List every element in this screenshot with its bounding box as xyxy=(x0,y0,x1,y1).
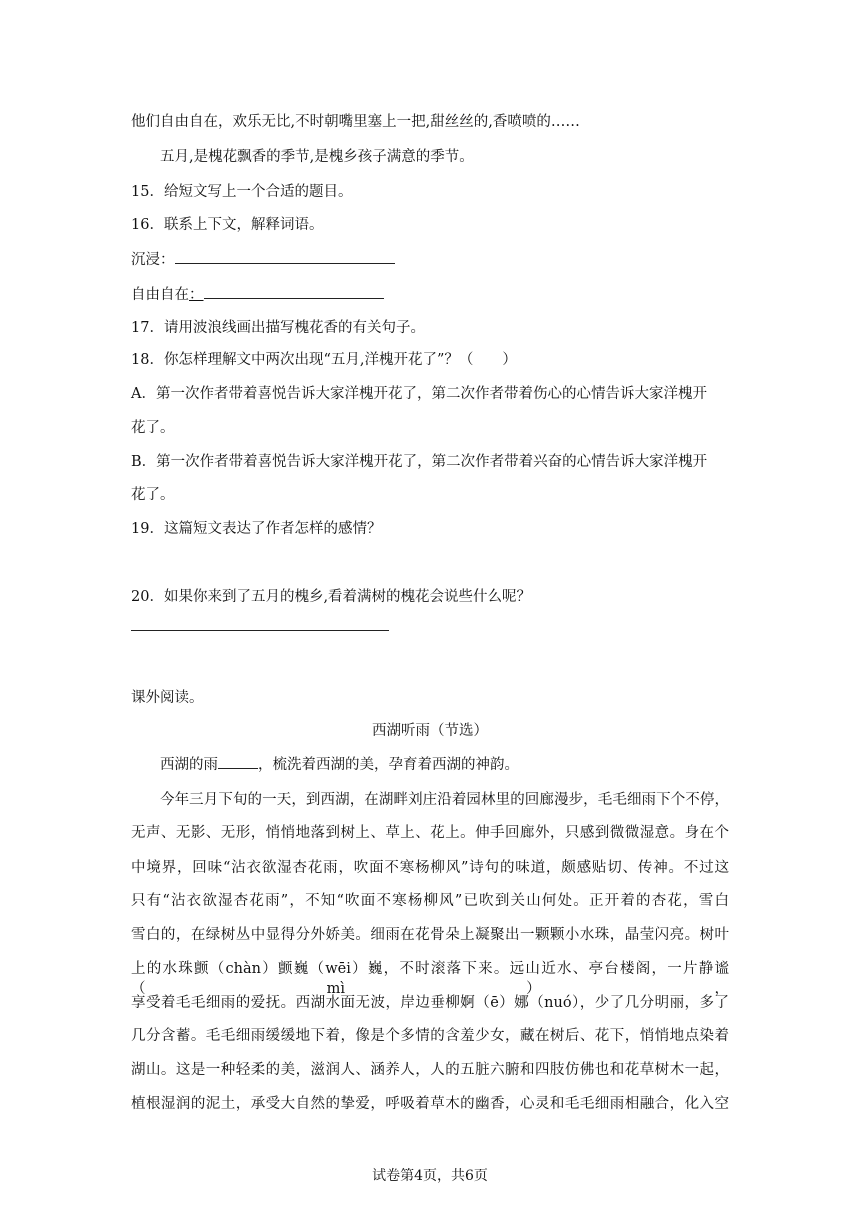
article-para2-line: 今年三月下旬的一天，到西湖，在湖畔刘庄沿着园林里的回廊漫步，毛毛细雨下个不停， xyxy=(160,792,729,808)
article-para2-line: 只有“沾衣欲湿杏花雨”，不知“吹面不寒杨柳风”已吹到关山何处。正开着的杏花，雪白 xyxy=(131,893,729,909)
section-heading: 课外阅读。 xyxy=(131,690,204,706)
article-para1 xyxy=(160,754,519,775)
q18-option-b-cont: 花了。 xyxy=(131,487,175,503)
page-footer: 试卷第4页，共6页 xyxy=(372,1168,488,1184)
passage-line: 五月,是槐花飘香的季节,是槐乡孩子满意的季节。 xyxy=(160,149,474,165)
q16-word2-answer-blank[interactable] xyxy=(204,284,384,299)
q20-answer-blank[interactable] xyxy=(131,616,389,637)
q16-word1-row xyxy=(131,249,395,270)
article-para2-line: 享受着毛毛细雨的爱抚。西湖水面无波，岸边垂柳婀（ē）娜（nuó），少了几分明丽，多了 xyxy=(131,995,729,1011)
question-16: 16．联系上下文，解释词语。 xyxy=(131,217,324,233)
q18-option-b[interactable]: B．第一次作者带着喜悦告诉大家洋槐开花了，第二次作者带着兴奋的心情告诉大家洋槐开 xyxy=(131,454,708,470)
question-17: 17．请用波浪线画出描写槐花香的有关句子。 xyxy=(131,320,425,336)
q18-option-a[interactable]: A．第一次作者带着喜悦告诉大家洋槐开花了，第二次作者带着伤心的心情告诉大家洋槐开 xyxy=(131,386,707,402)
para1-end: ，梳洗着西湖的美，孕育着西湖的神韵。 xyxy=(258,757,519,773)
article-title: 西湖听雨（节选） xyxy=(372,723,488,739)
question-19: 19．这篇短文表达了作者怎样的感情？ xyxy=(131,521,382,537)
q20-blank-line[interactable] xyxy=(131,616,389,631)
para1-start: 西湖的雨 xyxy=(160,757,218,773)
q18-option-a-cont: 花了。 xyxy=(131,420,175,436)
q16-word2-colon: ： xyxy=(189,287,204,303)
article-para2-line: 几分含蓄。毛毛细雨缓缓地下着，像是个多情的含羞少女，藏在树后、花下，悄悄地点染着 xyxy=(131,1028,729,1044)
question-15: 15．给短文写上一个合适的题目。 xyxy=(131,184,353,200)
article-para2-line: 雪白的，在绿树丛中显得分外娇美。细雨在花骨朵上凝聚出一颗颗小水珠，晶莹闪亮。树叶 xyxy=(131,927,729,943)
q16-word1-label: 沉浸： xyxy=(131,252,175,268)
question-18: 18．你怎样理解文中两次出现“五月,洋槐开花了”？（ ） xyxy=(131,352,517,368)
passage-line: 他们自由自在，欢乐无比,不时朝嘴里塞上一把,甜丝丝的,香喷喷的…… xyxy=(131,114,580,130)
article-para2-line: 植根湿润的泥土，承受大自然的挚爱，呼吸着草木的幽香，心灵和毛毛细雨相融合，化入空 xyxy=(131,1096,729,1112)
article-para2-line: 中境界，回味“沾衣欲湿杏花雨，吹面不寒杨柳风”诗句的味道，颇感贴切、传神。不过这 xyxy=(131,860,729,876)
para1-fill-blank[interactable] xyxy=(218,754,258,769)
q16-word2-label: 自由自在 xyxy=(131,287,189,303)
q16-word1-answer-blank[interactable] xyxy=(175,249,395,264)
article-para2-line: 湖山。这是一种轻柔的美，滋润人、涵养人，人的五脏六腑和四肢仿佛也和花草树木一起， xyxy=(131,1062,729,1078)
article-para2-line: 上的水珠颤（chàn）颤巍（wēi）巍，不时滚落下来。远山近水、亭台楼阁，一片静谧（mì）， xyxy=(131,961,729,997)
question-20: 20．如果你来到了五月的槐乡,看着满树的槐花会说些什么呢？ xyxy=(131,589,532,605)
q16-word2-row xyxy=(131,284,384,305)
article-para2-line: 无声、无影、无形，悄悄地落到树上、草上、花上。伸手回廊外，只感到微微湿意。身在个 xyxy=(131,825,729,841)
